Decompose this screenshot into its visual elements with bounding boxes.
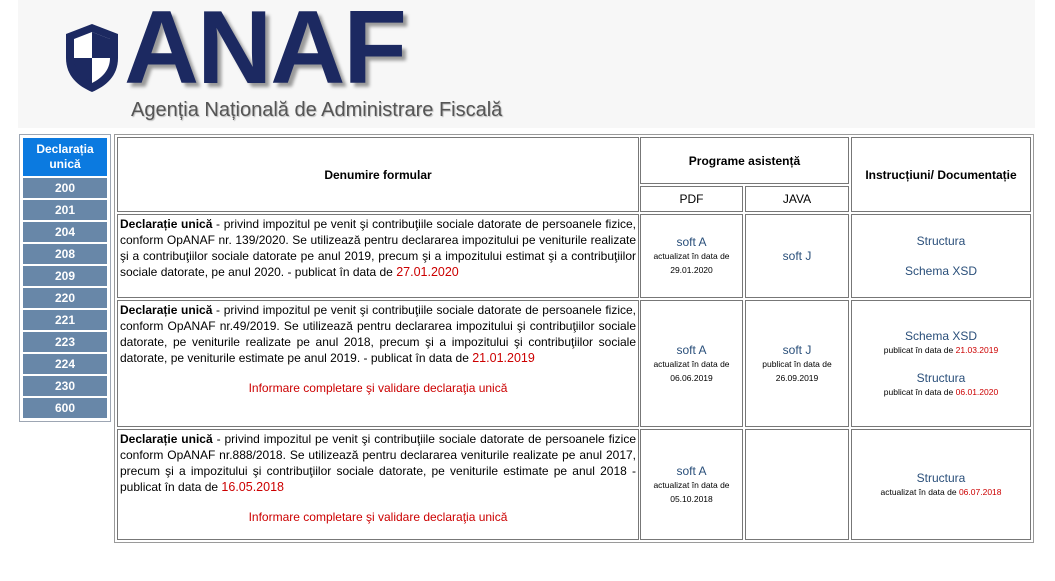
row-text: - privind impozitul pe venit şi contribuţiile sociale datorate de persoanele fizice conform OpANAF nr.888/2018. Se utilizează pentru declararea veniturile realizate pe anul 2017, precum şi a impozitului şi contribuţiilor sociale datorate, pe veniturile estimate pe anul 2018 - publicat în data de	[120, 432, 636, 494]
table-row-1-description	[117, 214, 639, 298]
table-row-1-docs	[851, 214, 1031, 298]
row-title: Declarație unică	[120, 303, 213, 317]
sidebar-item-221[interactable]: 221	[23, 310, 107, 330]
schema-xsd-link[interactable]: Schema XSD	[904, 264, 978, 278]
anaf-shield-logo-icon	[62, 22, 122, 94]
sidebar-item-600[interactable]: 600	[23, 398, 107, 418]
sidebar-item-201[interactable]: 201	[23, 200, 107, 220]
col-header-instructiuni-label: Instrucțiuni/ Documentație	[865, 167, 1017, 182]
row-publish-date: 21.01.2019	[472, 351, 535, 365]
soft-j-link[interactable]: soft J	[782, 249, 812, 263]
sidebar	[19, 134, 111, 422]
row-title: Declarație unică	[120, 217, 213, 231]
forms-table	[114, 134, 1034, 543]
informare-link[interactable]: Informare completare şi validare declaraţia unică	[248, 381, 508, 395]
row-text: - privind impozitul pe venit şi contribuţiile sociale datorate de persoanele fizice, conform OpANAF nr.49/2019. Se utilizează pentru declararea impozitului şi contribuţiilor sociale datorate, pe veniturile realizate pe anul 2018, precum şi a impozitului şi contribuţiilor sociale datorate, pe veniturile estimate pe anul 2019. - publicat în data de	[120, 303, 636, 365]
col-header-instructiuni	[851, 137, 1031, 212]
java-date: 26.09.2019	[775, 372, 819, 383]
row-title: Declarație unică	[120, 432, 213, 446]
table-row-2-docs	[851, 300, 1031, 427]
row-publish-date: 27.01.2020	[396, 265, 459, 279]
structura-link[interactable]: Structura	[916, 370, 966, 385]
table-row-2-pdf	[640, 300, 743, 427]
pdf-date: 06.06.2019	[670, 372, 713, 383]
table-row-2-description	[117, 300, 639, 427]
doc1-note: publicat în data de	[883, 344, 954, 355]
sidebar-item-220[interactable]: 220	[23, 288, 107, 308]
soft-a-link[interactable]: soft A	[676, 463, 707, 478]
sidebar-item-declaratia-unica[interactable]: Declarația unică	[23, 138, 107, 176]
pdf-date: 05.10.2018	[670, 493, 713, 504]
table-row-3-description	[117, 429, 639, 540]
col-header-pdf	[640, 186, 743, 212]
soft-j-link[interactable]: soft J	[782, 342, 812, 357]
table-row-1-java	[745, 214, 849, 298]
sidebar-item-230[interactable]: 230	[23, 376, 107, 396]
doc1-note: actualizat în data de	[880, 486, 957, 497]
pdf-note: actualizat în data de	[653, 251, 730, 261]
col-header-programe-label: Programe asistență	[688, 153, 801, 168]
schema-xsd-link[interactable]: Schema XSD	[904, 328, 978, 343]
col-header-java-label: JAVA	[782, 192, 812, 206]
soft-a-link[interactable]: soft A	[676, 235, 707, 249]
table-row-2-java	[745, 300, 849, 427]
doc1-date: 21.03.2019	[955, 344, 999, 355]
col-header-programe	[640, 137, 849, 184]
pdf-date: 29.01.2020	[670, 265, 713, 275]
col-header-denumire-label: Denumire formular	[324, 167, 432, 182]
informare-link[interactable]: Informare completare şi validare declaraţia unică	[248, 510, 508, 524]
table-row-1-pdf	[640, 214, 743, 298]
doc1-date: 06.07.2018	[958, 486, 1002, 497]
sidebar-item-223[interactable]: 223	[23, 332, 107, 352]
sidebar-item-204[interactable]: 204	[23, 222, 107, 242]
sidebar-item-200[interactable]: 200	[23, 178, 107, 198]
anaf-logo-text: ANAF	[124, 0, 405, 106]
col-header-pdf-label: PDF	[679, 192, 704, 206]
header-banner	[18, 0, 1035, 128]
java-note: publicat în data de	[762, 358, 832, 369]
doc2-date: 06.01.2020	[955, 386, 999, 397]
structura-link[interactable]: Structura	[916, 234, 966, 248]
col-header-denumire	[117, 137, 639, 212]
soft-a-link[interactable]: soft A	[676, 342, 707, 357]
table-row-3-pdf	[640, 429, 743, 540]
anaf-subtitle: Agenția Națională de Administrare Fiscală	[131, 99, 503, 121]
sidebar-item-208[interactable]: 208	[23, 244, 107, 264]
table-row-3-docs	[851, 429, 1031, 540]
row-publish-date: 16.05.2018	[221, 480, 284, 494]
doc2-note: publicat în data de	[883, 386, 954, 397]
sidebar-item-209[interactable]: 209	[23, 266, 107, 286]
pdf-note: actualizat în data de	[653, 479, 730, 490]
sidebar-item-224[interactable]: 224	[23, 354, 107, 374]
col-header-java	[745, 186, 849, 212]
pdf-note: actualizat în data de	[653, 358, 730, 369]
row-text: - privind impozitul pe venit şi contribuţiile sociale datorate de persoanele fizice, conform OpANAF nr. 139/2020. Se utilizează pentru declararea impozitului pe veniturile realizate şi a contribuţiilor sociale datorate pe anul 2019, precum şi a impozitului estimat şi a contribuţiilor sociale datorate, pe anul 2020. - publicat în data de	[120, 217, 636, 279]
table-row-3-java	[745, 429, 849, 540]
structura-link[interactable]: Structura	[916, 470, 966, 485]
